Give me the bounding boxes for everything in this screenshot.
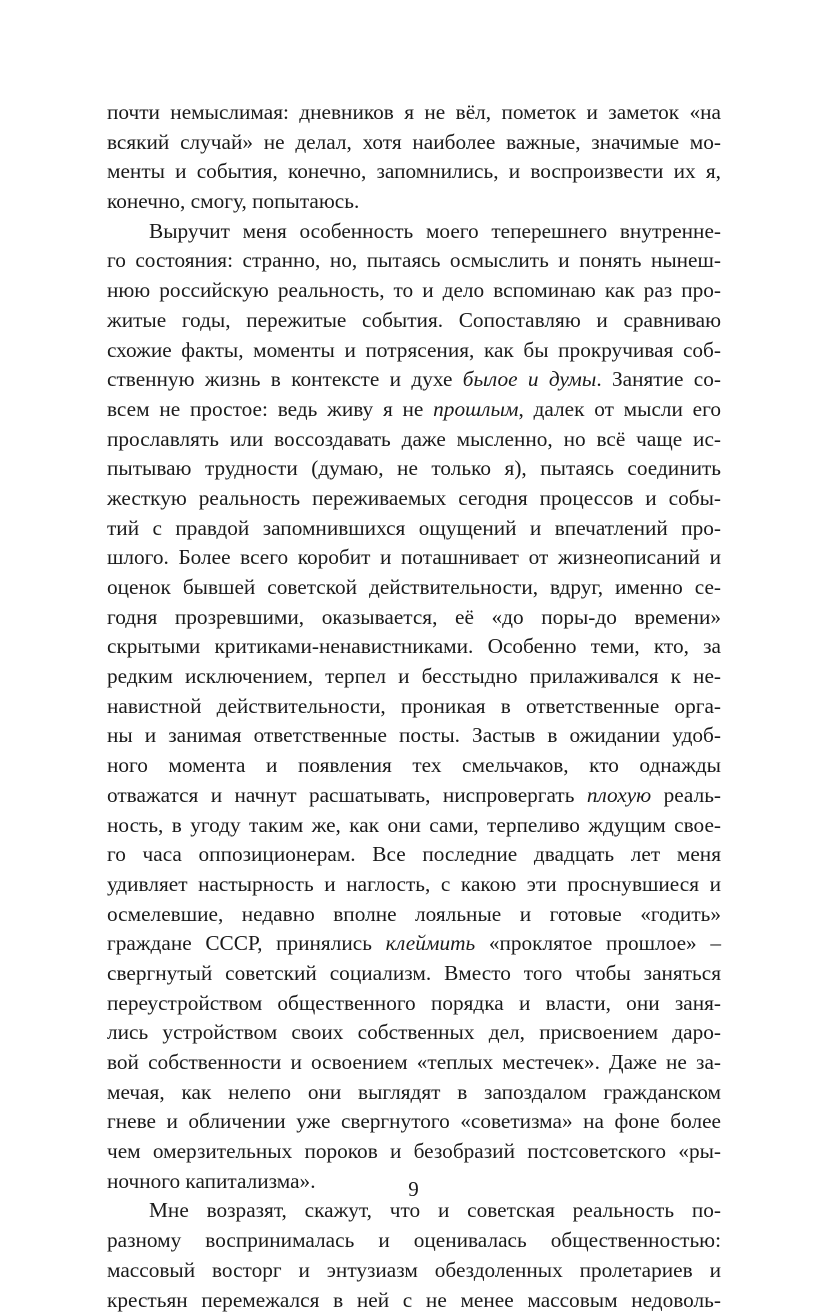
text-line: всякий случай» не делал, хотя наиболее важные, значимые мо- bbox=[107, 128, 721, 158]
text-line: жесткую реальность переживаемых сегодня процессов и собы- bbox=[107, 484, 721, 514]
text-line: тий с правдой запомнившихся ощущений и впечатлений про- bbox=[107, 514, 721, 544]
text-line: удивляет настырность и наглость, с какою эти проснувшиеся и bbox=[107, 870, 721, 900]
text-line: годня прозревшими, оказывается, её «до поры-до времени» bbox=[107, 603, 721, 633]
text-line: ственную жизнь в контексте и духе былое и думы. Занятие со- bbox=[107, 365, 721, 395]
text-line: оценок бывшей советской действительности, вдруг, именно се- bbox=[107, 573, 721, 603]
text-line: гневе и обличении уже свергнутого «советизма» на фоне более bbox=[107, 1107, 721, 1137]
text-line: осмелевшие, недавно вполне лояльные и готовые «годить» bbox=[107, 900, 721, 930]
text-line: го состояния: странно, но, пытаясь осмыслить и понять нынеш- bbox=[107, 246, 721, 276]
text-line: всем не простое: ведь живу я не прошлым, далек от мысли его bbox=[107, 395, 721, 425]
text-line: го часа оппозиционерам. Все последние двадцать лет меня bbox=[107, 840, 721, 870]
text-line: нюю российскую реальность, то и дело вспоминаю как раз про- bbox=[107, 276, 721, 306]
text-line: ного момента и появления тех смельчаков, кто однажды bbox=[107, 751, 721, 781]
text-line: отважатся и начнут расшатывать, ниспровергать плохую реаль- bbox=[107, 781, 721, 811]
text-line: почти немыслимая: дневников я не вёл, пометок и заметок «на bbox=[107, 98, 721, 128]
text-line: навистной действительности, проникая в ответственные орга- bbox=[107, 692, 721, 722]
text-line: конечно, смогу, попытаюсь. bbox=[107, 187, 721, 217]
text-line: ность, в угоду таким же, как они сами, терпеливо ждущим свое- bbox=[107, 811, 721, 841]
text-line: ны и занимая ответственные посты. Застыв в ожидании удоб- bbox=[107, 721, 721, 751]
text-line: ночного капитализма». bbox=[107, 1167, 721, 1197]
text-line: мечая, как нелепо они выглядят в запоздалом гражданском bbox=[107, 1078, 721, 1108]
text-line: крестьян перемежался в ней с не менее массовым недоволь- bbox=[107, 1286, 721, 1315]
text-line: скрытыми критиками-ненавистниками. Особенно теми, кто, за bbox=[107, 632, 721, 662]
text-line: редким исключением, терпел и бесстыдно прилаживался к не- bbox=[107, 662, 721, 692]
page-text bbox=[107, 98, 721, 1315]
text-line: массовый восторг и энтузиазм обездоленных пролетариев и bbox=[107, 1256, 721, 1286]
text-line: менты и события, конечно, запомнились, и воспроизвести их я, bbox=[107, 157, 721, 187]
text-line: Выручит меня особенность моего теперешнего внутренне- bbox=[107, 217, 721, 247]
text-line: Мне возразят, скажут, что и советская реальность по- bbox=[107, 1196, 721, 1226]
text-line: шлого. Более всего коробит и поташнивает от жизнеописаний и bbox=[107, 543, 721, 573]
text-line: разному воспринималась и оценивалась общественностью: bbox=[107, 1226, 721, 1256]
text-line: лись устройством своих собственных дел, присвоением даро- bbox=[107, 1018, 721, 1048]
text-line: свергнутый советский социализм. Вместо того чтобы заняться bbox=[107, 959, 721, 989]
text-line: прославлять или воссоздавать даже мысленно, но всё чаще ис- bbox=[107, 425, 721, 455]
text-line: граждане СССР, принялись клеймить «проклятое прошлое» – bbox=[107, 929, 721, 959]
text-line: переустройством общественного порядка и власти, они заня- bbox=[107, 989, 721, 1019]
text-line: житые годы, пережитые события. Сопоставляю и сравниваю bbox=[107, 306, 721, 336]
text-line: вой собственности и освоением «теплых местечек». Даже не за- bbox=[107, 1048, 721, 1078]
text-line: схожие факты, моменты и потрясения, как бы прокручивая соб- bbox=[107, 336, 721, 366]
text-line: пытываю трудности (думаю, не только я), пытаясь соединить bbox=[107, 454, 721, 484]
page-number: 9 bbox=[0, 1177, 827, 1201]
text-line: чем омерзительных пороков и безобразий постсоветского «ры- bbox=[107, 1137, 721, 1167]
